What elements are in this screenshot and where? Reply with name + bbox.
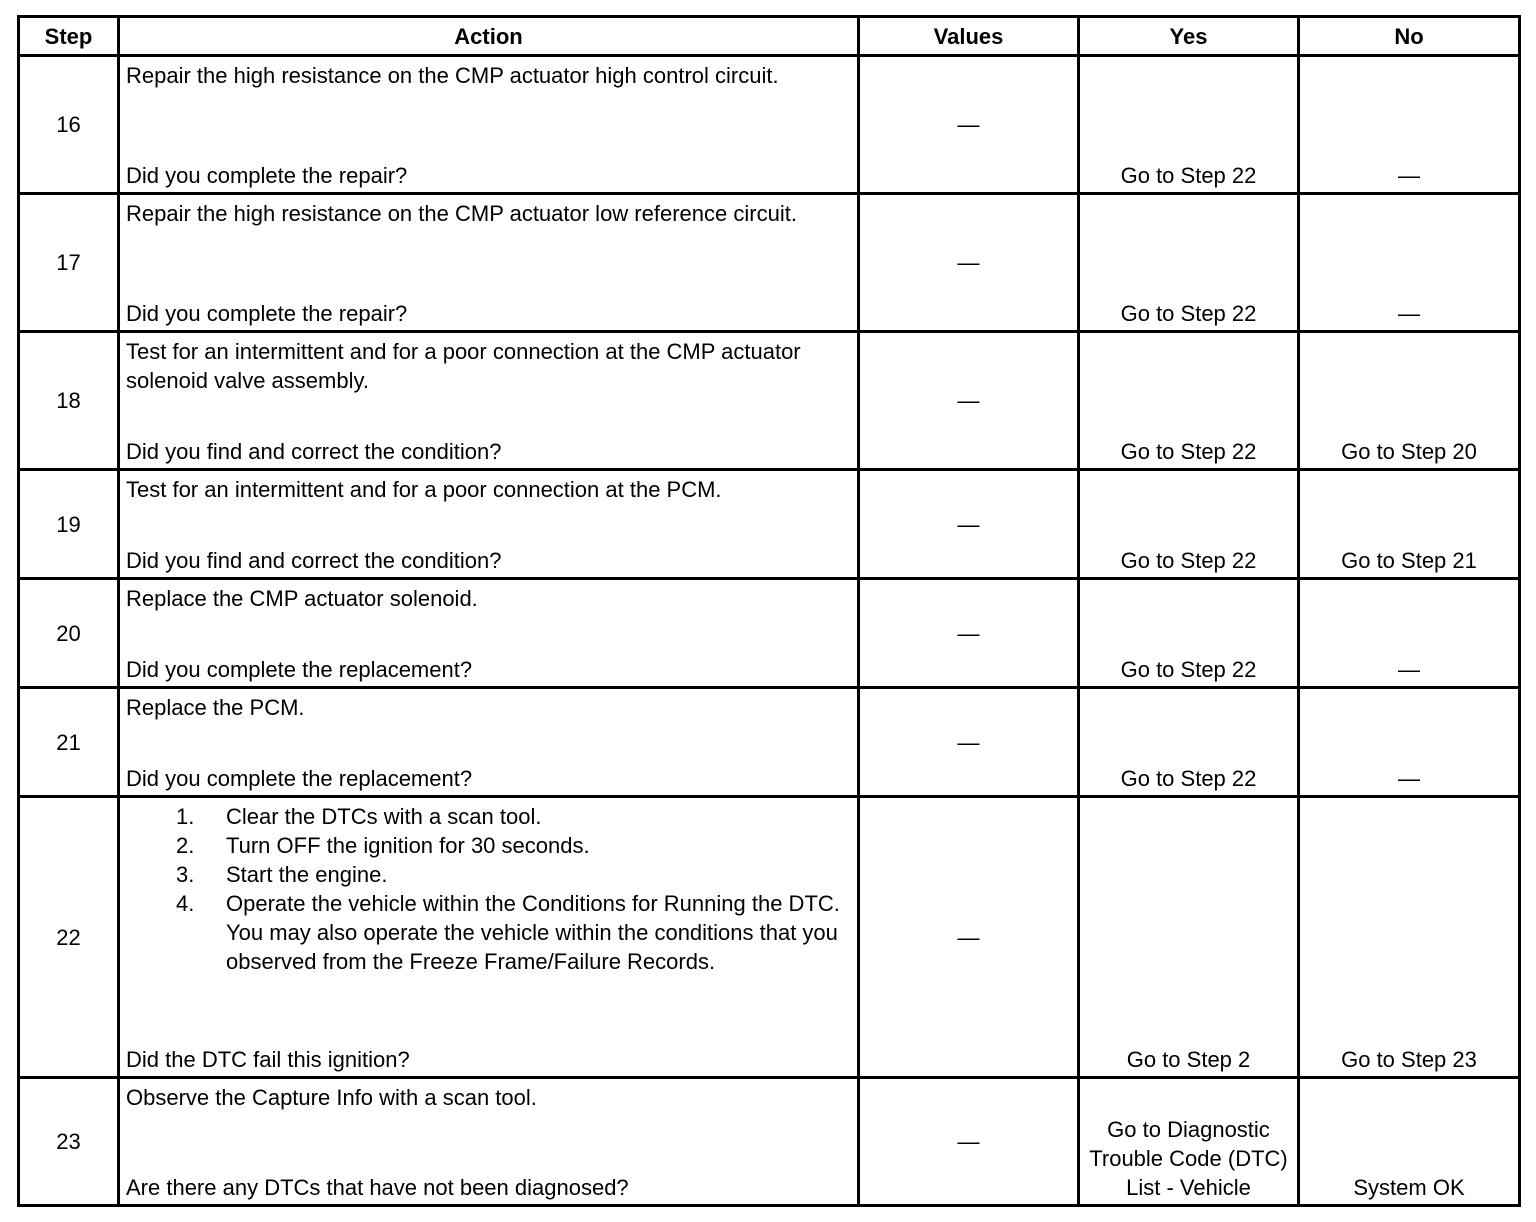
action-question: Did you find and correct the condition?	[126, 548, 502, 573]
list-text: Clear the DTCs with a scan tool.	[226, 804, 542, 829]
header-yes: Yes	[1080, 18, 1297, 54]
step-number: 20	[20, 580, 117, 686]
action-question: Did you complete the replacement?	[126, 766, 473, 791]
no-cell: —	[1300, 689, 1518, 795]
values-cell: —	[860, 798, 1077, 1076]
no-cell: Go to Step 20	[1300, 333, 1518, 468]
action-cell	[120, 333, 857, 468]
action-cell	[120, 1079, 857, 1204]
action-text: Repair the high resistance on the CMP actuator high control circuit.	[126, 63, 779, 88]
action-text: Observe the Capture Info with a scan tool.	[126, 1085, 537, 1110]
yes-cell: Go to Step 2	[1080, 798, 1297, 1076]
values-cell: —	[860, 1079, 1077, 1204]
list-text: Operate the vehicle within the Conditions for Running the DTC. You may also operate the vehicle within the conditions that you observed from the Freeze Frame/Failure Records.	[226, 891, 840, 974]
no-cell: System OK	[1300, 1079, 1518, 1204]
header-values: Values	[860, 18, 1077, 54]
list-item	[126, 831, 851, 860]
yes-cell: Go to Step 22	[1080, 333, 1297, 468]
action-text: Replace the PCM.	[126, 695, 305, 720]
action-question: Did you find and correct the condition?	[126, 439, 502, 464]
action-question: Did you complete the repair?	[126, 163, 408, 188]
action-text: Repair the high resistance on the CMP actuator low reference circuit.	[126, 201, 797, 226]
list-number: 3.	[176, 862, 195, 887]
values-cell: —	[860, 333, 1077, 468]
values-cell: —	[860, 195, 1077, 330]
header-no: No	[1300, 18, 1518, 54]
values-cell: —	[860, 580, 1077, 686]
list-number: 2.	[176, 833, 195, 858]
list-text: Start the engine.	[226, 862, 388, 887]
step-number: 17	[20, 195, 117, 330]
action-cell	[120, 195, 857, 330]
step-number: 22	[20, 798, 117, 1076]
step-number: 16	[20, 57, 117, 192]
action-cell	[120, 471, 857, 577]
no-cell: —	[1300, 580, 1518, 686]
header-action: Action	[120, 18, 857, 54]
step-number: 21	[20, 689, 117, 795]
yes-cell: Go to Diagnostic Trouble Code (DTC) List - Vehicle	[1080, 1079, 1297, 1204]
no-cell: —	[1300, 195, 1518, 330]
action-question: Did you complete the repair?	[126, 301, 408, 326]
step-number: 19	[20, 471, 117, 577]
action-steps-list	[126, 802, 851, 976]
action-question: Did you complete the replacement?	[126, 657, 473, 682]
step-number: 23	[20, 1079, 117, 1204]
action-text: Replace the CMP actuator solenoid.	[126, 586, 478, 611]
values-cell: —	[860, 57, 1077, 192]
action-cell	[120, 580, 857, 686]
action-cell	[120, 689, 857, 795]
values-cell: —	[860, 689, 1077, 795]
no-cell: Go to Step 23	[1300, 798, 1518, 1076]
action-text: Test for an intermittent and for a poor connection at the CMP actuator solenoid valve assembly.	[126, 339, 801, 393]
yes-cell: Go to Step 22	[1080, 57, 1297, 192]
header-step: Step	[20, 18, 117, 54]
list-number: 1.	[176, 804, 195, 829]
list-item	[126, 802, 851, 831]
values-cell: —	[860, 471, 1077, 577]
list-item	[126, 860, 851, 889]
action-question: Did the DTC fail this ignition?	[126, 1047, 410, 1072]
action-cell	[120, 57, 857, 192]
list-item	[126, 889, 851, 976]
action-question: Are there any DTCs that have not been diagnosed?	[126, 1175, 629, 1200]
list-text: Turn OFF the ignition for 30 seconds.	[226, 833, 590, 858]
no-cell: —	[1300, 57, 1518, 192]
yes-cell: Go to Step 22	[1080, 580, 1297, 686]
action-cell	[120, 798, 857, 1076]
diagnostic-table	[17, 15, 1521, 1207]
no-cell: Go to Step 21	[1300, 471, 1518, 577]
yes-cell: Go to Step 22	[1080, 471, 1297, 577]
yes-cell: Go to Step 22	[1080, 195, 1297, 330]
list-number: 4.	[176, 891, 195, 916]
action-text: Test for an intermittent and for a poor connection at the PCM.	[126, 477, 722, 502]
yes-cell: Go to Step 22	[1080, 689, 1297, 795]
step-number: 18	[20, 333, 117, 468]
